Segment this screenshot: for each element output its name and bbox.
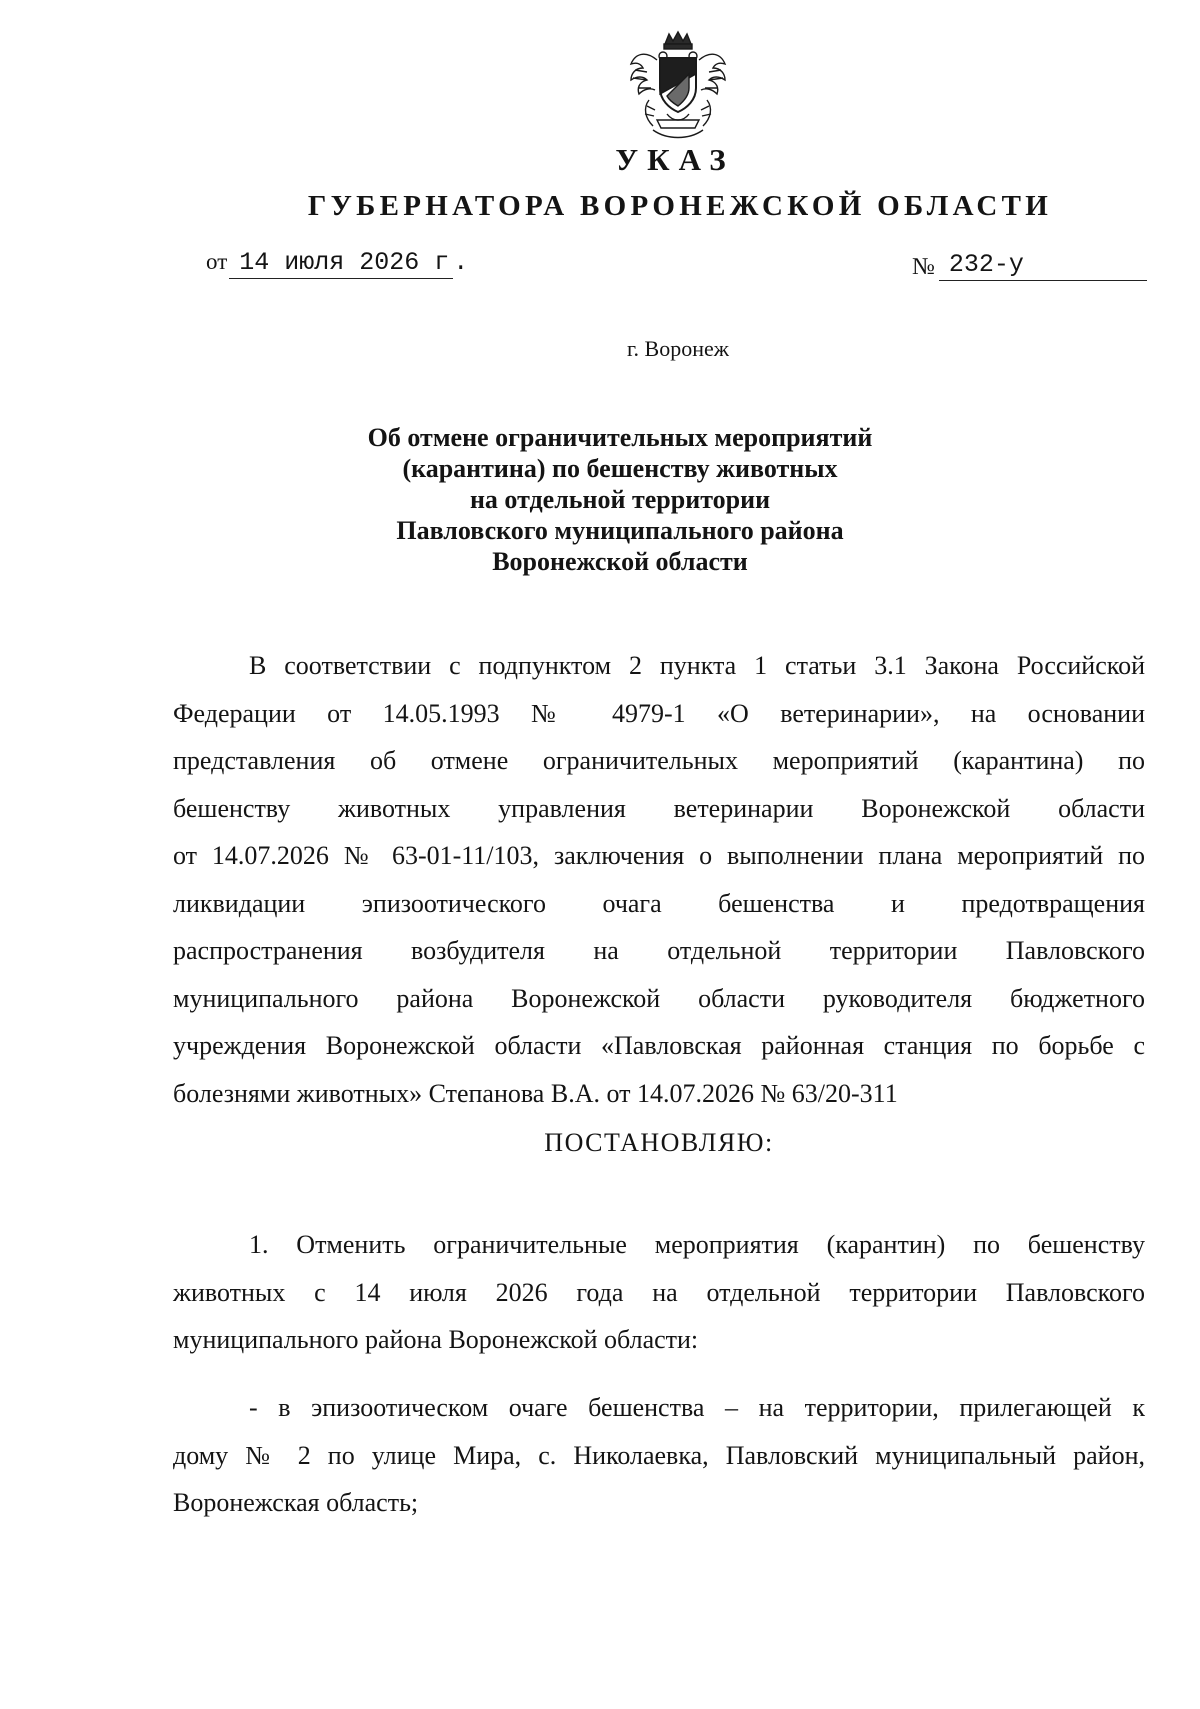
- city-label: г. Воронеж: [627, 336, 729, 361]
- document-title: [350, 422, 890, 577]
- document-type-title: УКАЗ: [615, 142, 735, 177]
- preamble-line: учреждения Воронежской области «Павловская районная станция по борьбе с: [173, 1031, 1145, 1060]
- subitem-line: - в эпизоотическом очаге бешенства – на территории, прилегающей к: [249, 1393, 1145, 1422]
- item-1-line: животных с 14 июля 2026 года на отдельной территории Павловского: [173, 1277, 1145, 1307]
- item-1-subitem-paragraph: [173, 1384, 1145, 1527]
- date-suffix: .: [453, 248, 469, 277]
- preamble-line: Федерации от 14.05.1993 № 4979-1 «О ветеринарии», на основании: [173, 698, 1145, 728]
- number-value: 232-у: [939, 250, 1147, 281]
- preamble-line: муниципального района Воронежской области руководителя бюджетного: [173, 983, 1145, 1013]
- issuer-title: ГУБЕРНАТОРА ВОРОНЕЖСКОЙ ОБЛАСТИ: [307, 190, 1053, 222]
- date-value: 14 июля 2026 г: [229, 248, 453, 279]
- title-line: на отдельной территории: [469, 485, 771, 514]
- preamble-line: В соответствии с подпунктом 2 пункта 1 статьи 3.1 Закона Российской: [249, 651, 1145, 680]
- preamble-line: распространения возбудителя на отдельной территории Павловского: [173, 936, 1145, 965]
- title-line: Об отмене ограничительных мероприятий: [367, 423, 873, 452]
- number-prefix: №: [912, 254, 935, 280]
- coat-of-arms-emblem: [627, 30, 729, 142]
- item-1-line: 1. Отменить ограничительные мероприятия (карантин) по бешенству: [249, 1230, 1145, 1259]
- preamble-line: ликвидации эпизоотического очага бешенства и предотвращения: [173, 888, 1145, 918]
- title-line: (карантина) по бешенству животных: [402, 454, 838, 483]
- subitem-line: Воронежская область;: [173, 1488, 419, 1517]
- date-prefix: от: [206, 249, 228, 274]
- preamble-line: от 14.07.2026 № 63-01-11/103, заключения о выполнении плана мероприятий по: [173, 841, 1145, 870]
- title-line: Павловского муниципального района: [396, 516, 844, 545]
- preamble-line: представления об отмене ограничительных мероприятий (карантина) по: [173, 746, 1145, 775]
- preamble-paragraph: [173, 642, 1145, 1117]
- item-1-paragraph: [173, 1221, 1145, 1364]
- title-line: Воронежской области: [492, 547, 748, 576]
- preamble-line: болезнями животных» Степанова В.А. от 14.07.2026 № 63/20-311: [173, 1078, 898, 1108]
- number-field: [912, 250, 1147, 281]
- preamble-line: бешенству животных управления ветеринарии Воронежской области: [173, 793, 1145, 823]
- item-1-line: муниципального района Воронежской области:: [173, 1325, 699, 1354]
- decree-word: ПОСТАНОВЛЯЮ:: [544, 1128, 774, 1157]
- date-field: [206, 248, 468, 279]
- subitem-line: дому № 2 по улице Мира, с. Николаевка, Павловский муниципальный район,: [173, 1440, 1145, 1470]
